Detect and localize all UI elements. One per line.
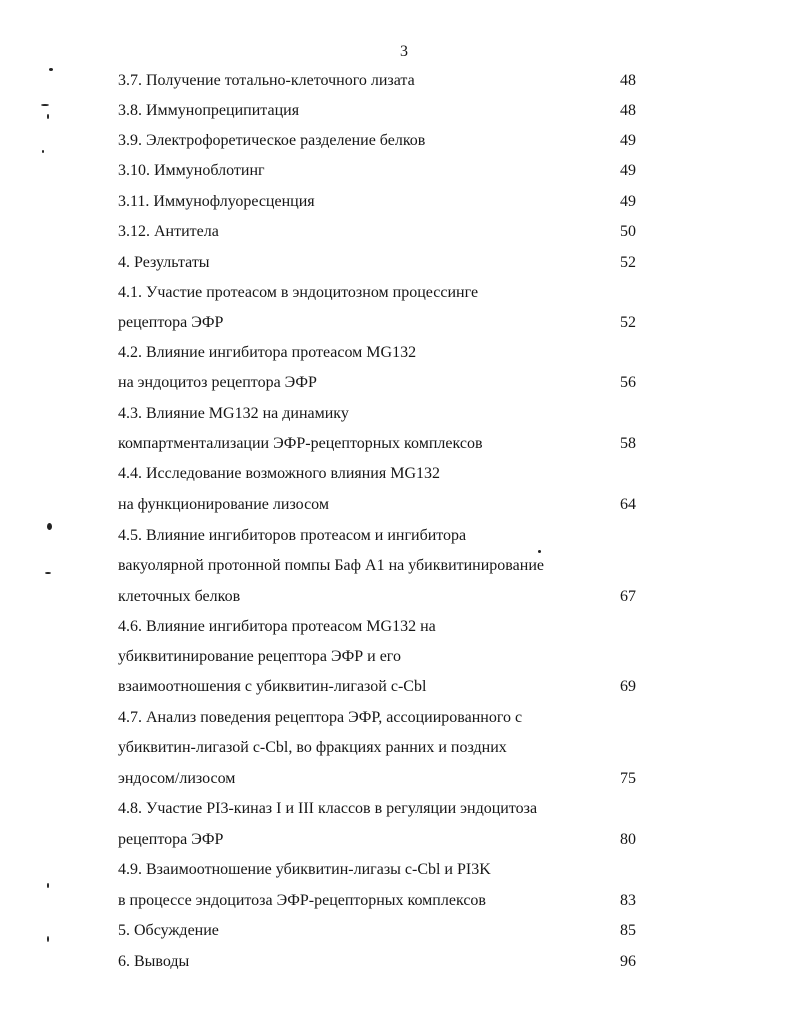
toc-page-number: 85 (620, 922, 636, 939)
toc-line (118, 70, 638, 92)
toc-title: 4.2. Влияние ингибитора протеасом MG132 (118, 344, 417, 361)
scan-speck (41, 104, 49, 106)
toc-line (118, 282, 638, 304)
toc-line (118, 130, 638, 152)
toc-page-number: 67 (620, 588, 636, 605)
toc-page-number: 75 (620, 770, 636, 787)
toc-line (118, 525, 638, 547)
scan-speck (538, 550, 541, 553)
toc-title: рецептора ЭФР (118, 831, 224, 848)
toc-title: 3.9. Электрофоретическое разделение белков (118, 132, 426, 149)
toc-title: вакуолярной протонной помпы Баф А1 на убиквитинирование (118, 557, 544, 574)
toc-title: 4. Результаты (118, 254, 210, 271)
toc-title: рецептора ЭФР (118, 314, 224, 331)
toc-title: компартментализации ЭФР-рецепторных комплексов (118, 435, 483, 452)
toc-line (118, 676, 638, 698)
toc-line (118, 191, 638, 213)
toc-line (118, 798, 638, 820)
toc-line (118, 737, 638, 759)
scan-speck (47, 883, 49, 888)
toc-title: 4.3. Влияние MG132 на динамику (118, 405, 349, 422)
toc-title: убиквитин-лигазой c-Cbl, во фракциях ранних и поздних (118, 739, 507, 756)
toc-page-number: 52 (620, 314, 636, 331)
toc-line (118, 312, 638, 334)
toc-line (118, 494, 638, 516)
toc-line (118, 160, 638, 182)
toc-page-number: 48 (620, 72, 636, 89)
toc-title: клеточных белков (118, 588, 241, 605)
toc-page-number: 52 (620, 254, 636, 271)
toc-title: на функционирование лизосом (118, 496, 329, 513)
toc-title: 4.9. Взаимоотношение убиквитин-лигазы c-Cbl и PI3K (118, 861, 491, 878)
toc-page-number: 50 (620, 223, 636, 240)
toc-title: 6. Выводы (118, 953, 190, 970)
scan-speck (47, 114, 49, 119)
toc-line (118, 890, 638, 912)
toc-page-number: 56 (620, 374, 636, 391)
toc-title: взаимоотношения с убиквитин-лигазой c-Cbl (118, 678, 427, 695)
toc-page-number: 64 (620, 496, 636, 513)
toc-title: 4.4. Исследование возможного влияния MG132 (118, 465, 441, 482)
toc-title: 3.10. Иммуноблотинг (118, 162, 265, 179)
toc-page-number: 49 (620, 162, 636, 179)
toc-line (118, 951, 638, 973)
toc-title: на эндоцитоз рецептора ЭФР (118, 374, 317, 391)
toc-line (118, 100, 638, 122)
toc-title: 4.6. Влияние ингибитора протеасом MG132 на (118, 618, 436, 635)
toc-page-number: 69 (620, 678, 636, 695)
toc-line (118, 586, 638, 608)
toc-page-number: 58 (620, 435, 636, 452)
toc-page-number: 96 (620, 953, 636, 970)
toc-title: убиквитинирование рецептора ЭФР и его (118, 648, 401, 665)
scan-speck (47, 936, 49, 942)
scan-speck (47, 523, 52, 530)
toc-line (118, 859, 638, 881)
toc-line (118, 920, 638, 942)
toc-line (118, 616, 638, 638)
scan-speck (42, 150, 44, 153)
toc-title: 3.7. Получение тотально-клеточного лизата (118, 72, 415, 89)
toc-title: эндосом/лизосом (118, 770, 236, 787)
toc-line (118, 221, 638, 243)
toc-line (118, 342, 638, 364)
toc-line (118, 252, 638, 274)
toc-line (118, 707, 638, 729)
toc-title: 4.1. Участие протеасом в эндоцитозном процессинге (118, 284, 479, 301)
toc-line (118, 372, 638, 394)
scan-speck (49, 68, 53, 71)
toc-line (118, 433, 638, 455)
page-number: 3 (400, 43, 408, 60)
toc-page-number: 83 (620, 892, 636, 909)
toc-title: 4.8. Участие PI3-киназ I и III классов в регуляции эндоцитоза (118, 800, 538, 817)
toc-title: в процессе эндоцитоза ЭФР-рецепторных комплексов (118, 892, 486, 909)
toc-title: 4.7. Анализ поведения рецептора ЭФР, ассоциированного с (118, 709, 523, 726)
toc-page-number: 49 (620, 193, 636, 210)
toc-page-number: 48 (620, 102, 636, 119)
toc-title: 3.12. Антитела (118, 223, 219, 240)
toc-page-number: 80 (620, 831, 636, 848)
scan-speck (45, 572, 51, 574)
toc-page-number: 49 (620, 132, 636, 149)
toc-line (118, 463, 638, 485)
toc-line (118, 768, 638, 790)
toc-title: 3.11. Иммунофлуоресценция (118, 193, 315, 210)
toc-line (118, 403, 638, 425)
toc-title: 5. Обсуждение (118, 922, 219, 939)
toc-title: 3.8. Иммунопреципитация (118, 102, 300, 119)
toc-title: 4.5. Влияние ингибиторов протеасом и ингибитора (118, 527, 467, 544)
toc-line (118, 555, 638, 577)
toc-line (118, 646, 638, 668)
toc-line (118, 829, 638, 851)
